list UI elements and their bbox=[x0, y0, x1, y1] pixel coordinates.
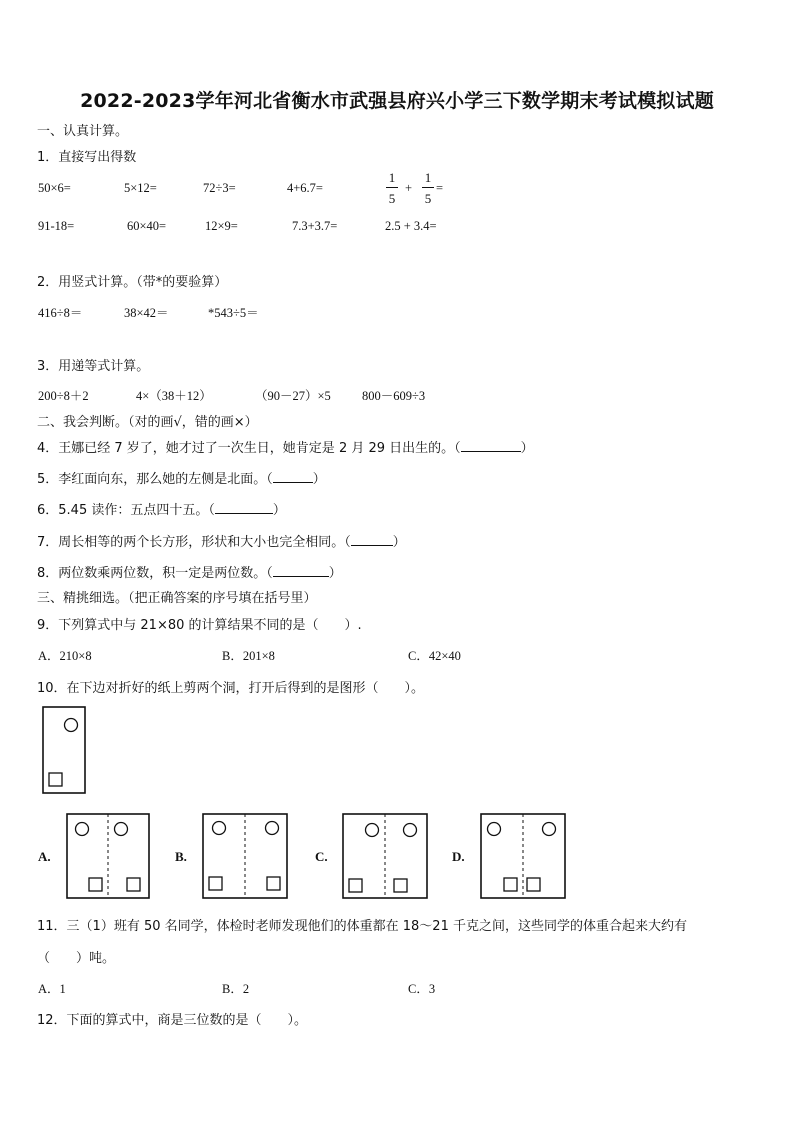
figure-option-d-label[interactable]: D. bbox=[452, 849, 465, 864]
figure-option-c[interactable] bbox=[342, 813, 428, 899]
question-7 bbox=[37, 531, 406, 550]
circle-hole bbox=[543, 823, 556, 836]
question-text: 6．5.45 读作：五点四十五。（ bbox=[37, 503, 215, 518]
calc-item: *543÷5＝ bbox=[208, 306, 259, 320]
calc-item: 800－609÷3 bbox=[362, 389, 426, 403]
square-hole bbox=[527, 878, 540, 891]
calc-item: 4×（38＋12） bbox=[136, 389, 212, 403]
bracket-close: ） bbox=[312, 472, 326, 487]
circle-hole bbox=[65, 719, 78, 732]
question-3-prompt: 3．用递等式计算。 bbox=[37, 359, 150, 374]
circle-hole bbox=[404, 824, 417, 837]
bracket-close: ） bbox=[392, 535, 406, 550]
square-hole bbox=[394, 879, 407, 892]
section-heading-3: 三、精挑细选。（把正确答案的序号填在括号里） bbox=[37, 591, 317, 606]
page-title: 2022-2023学年河北省衡水市武强县府兴小学三下数学期末考试模拟试题 bbox=[80, 90, 714, 112]
circle-hole bbox=[266, 822, 279, 835]
question-8 bbox=[37, 562, 342, 581]
fraction-bar bbox=[386, 187, 398, 188]
answer-blank[interactable] bbox=[273, 564, 329, 577]
fraction-denominator: 5 bbox=[388, 191, 396, 206]
circle-hole bbox=[76, 823, 89, 836]
bracket-close: ） bbox=[520, 441, 534, 456]
figure-option-a-label[interactable]: A. bbox=[38, 849, 51, 864]
section-heading-1: 一、认真计算。 bbox=[37, 124, 129, 139]
calc-item: 416÷8＝ bbox=[38, 306, 83, 320]
calc-item: 7.3+3.7= bbox=[292, 219, 338, 233]
square-hole bbox=[267, 877, 280, 890]
calc-item: 12×9= bbox=[205, 219, 238, 233]
calc-item: 200÷8＋2 bbox=[38, 389, 89, 403]
fraction-numerator: 1 bbox=[424, 170, 432, 185]
calc-item: 72÷3= bbox=[203, 181, 236, 195]
circle-hole bbox=[213, 822, 226, 835]
calc-item: 5×12= bbox=[124, 181, 157, 195]
figure-option-b[interactable] bbox=[202, 813, 288, 899]
section-heading-2: 二、我会判断。（对的画√，错的画×） bbox=[37, 415, 258, 430]
option-a[interactable]: A．1 bbox=[38, 982, 66, 996]
option-c[interactable]: C．3 bbox=[408, 982, 436, 996]
circle-hole bbox=[366, 824, 379, 837]
question-10-prompt: 10．在下边对折好的纸上剪两个洞，打开后得到的是图形（ ）。 bbox=[37, 681, 425, 696]
calc-item: 60×40= bbox=[127, 219, 167, 233]
calc-item: 4+6.7= bbox=[287, 181, 323, 195]
figure-option-a[interactable] bbox=[66, 813, 150, 899]
calc-item: （90－27）×5 bbox=[255, 389, 331, 403]
bracket-close: ） bbox=[272, 503, 286, 518]
square-hole bbox=[504, 878, 517, 891]
square-hole bbox=[209, 877, 222, 890]
question-text: 7．周长相等的两个长方形，形状和大小也完全相同。（ bbox=[37, 535, 351, 550]
question-12-prompt: 12．下面的算式中，商是三位数的是（ ）。 bbox=[37, 1013, 308, 1028]
question-11-line1: 11．三（1）班有 50 名同学，体检时老师发现他们的体重都在 18～21 千克之间，这些同学的体重合起来大约有 bbox=[37, 919, 687, 934]
circle-hole bbox=[488, 823, 501, 836]
fraction-numerator: 1 bbox=[388, 170, 396, 185]
figure-option-c-label[interactable]: C. bbox=[315, 849, 328, 864]
calc-item: 50×6= bbox=[38, 181, 71, 195]
question-6 bbox=[37, 499, 286, 518]
fraction-denominator: 5 bbox=[424, 191, 432, 206]
question-4 bbox=[37, 437, 534, 456]
square-hole bbox=[349, 879, 362, 892]
answer-blank[interactable] bbox=[273, 470, 313, 483]
question-11-line2: （ ）吨。 bbox=[37, 951, 116, 966]
bracket-close: ） bbox=[328, 566, 342, 581]
question-text: 4．王娜已经 7 岁了，她才过了一次生日，她肯定是 2 月 29 日出生的。（ bbox=[37, 441, 461, 456]
answer-blank[interactable] bbox=[351, 533, 393, 546]
question-5 bbox=[37, 468, 326, 487]
question-1-prompt: 1．直接写出得数 bbox=[37, 150, 137, 165]
equals-sign: = bbox=[436, 181, 444, 195]
calc-item: 2.5 + 3.4= bbox=[385, 219, 437, 233]
option-b[interactable]: B．2 bbox=[222, 982, 250, 996]
folded-paper-figure bbox=[42, 706, 86, 794]
figure-option-d[interactable] bbox=[480, 813, 566, 899]
calc-item: 91-18= bbox=[38, 219, 75, 233]
question-text: 8．两位数乘两位数，积一定是两位数。（ bbox=[37, 566, 273, 581]
circle-hole bbox=[115, 823, 128, 836]
square-hole bbox=[127, 878, 140, 891]
question-2-prompt: 2．用竖式计算。（带*的要验算） bbox=[37, 275, 228, 290]
option-a[interactable]: A．210×8 bbox=[38, 649, 92, 663]
figure-option-b-label[interactable]: B. bbox=[175, 849, 187, 864]
calc-item: 38×42＝ bbox=[124, 306, 169, 320]
fraction-bar bbox=[422, 187, 434, 188]
square-hole bbox=[49, 773, 62, 786]
option-b[interactable]: B．201×8 bbox=[222, 649, 275, 663]
question-9-prompt: 9．下列算式中与 21×80 的计算结果不同的是（ ）. bbox=[37, 618, 362, 633]
plus-sign: + bbox=[405, 181, 413, 195]
option-c[interactable]: C．42×40 bbox=[408, 649, 461, 663]
question-text: 5．李红面向东，那么她的左侧是北面。（ bbox=[37, 472, 273, 487]
square-hole bbox=[89, 878, 102, 891]
answer-blank[interactable] bbox=[215, 501, 273, 514]
answer-blank[interactable] bbox=[461, 439, 521, 452]
